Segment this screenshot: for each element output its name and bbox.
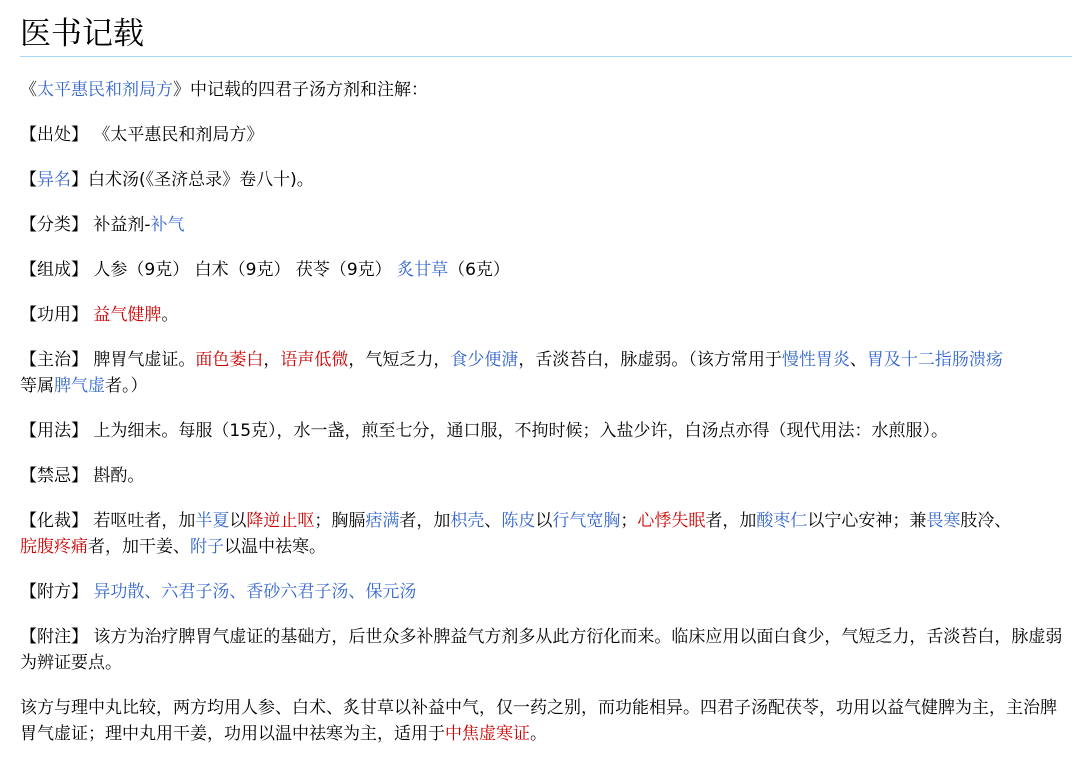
modification-label: 【化裁】 [20, 511, 88, 531]
modification-link[interactable]: 枳壳 [450, 511, 485, 531]
comparison-text-end: 。 [530, 724, 547, 744]
modification-link[interactable]: 附子 [190, 537, 224, 557]
note-text: 该方为治疗脾胃气虚证的基础方，后世众多补脾益气方剂多从此方衍化而来。临床应用以面白食少，气短乏力，舌淡苔白，脉虚弱为辨证要点。 [20, 627, 1063, 673]
modification-link[interactable]: 陈皮 [501, 511, 536, 531]
modification-red-link[interactable]: 脘腹疼痛 [20, 537, 88, 557]
modification-section [20, 508, 1072, 560]
appendix-link[interactable]: 保元汤 [365, 582, 417, 602]
indication-text: 脾胃气虚证。 [93, 350, 196, 370]
source-section [20, 122, 1072, 148]
alias-label-link[interactable]: 异名 [37, 170, 71, 190]
modification-text: 若呕吐者，加 [93, 511, 196, 531]
modification-text: 以宁心安神；兼 [807, 511, 927, 531]
modification-text: 肢冷、 [960, 511, 1012, 531]
appendix-link[interactable]: 香砂六君子汤 [246, 582, 349, 602]
note-label: 【附注】 [20, 627, 88, 647]
indication-text: ， [263, 350, 281, 370]
contraindication-text: 斟酌。 [93, 466, 145, 486]
book-link[interactable]: 太平惠民和剂局方 [37, 80, 173, 100]
function-link[interactable]: 益气健脾 [93, 305, 162, 325]
page-title: 医书记载 [20, 14, 1072, 57]
composition-text-end: （6克） [448, 260, 510, 280]
modification-text: 者，加 [399, 511, 451, 531]
alias-section [20, 167, 1072, 193]
alias-text: 白术汤(《圣济总录》卷八十)。 [88, 170, 314, 190]
modification-text: 以 [535, 511, 553, 531]
usage-section [20, 418, 1072, 444]
intro-text: 》中记载的四君子汤方剂和注解： [173, 80, 428, 100]
modification-text: 者，加干姜、 [88, 537, 190, 557]
source-text: 《太平惠民和剂局方》 [93, 125, 264, 145]
indication-label: 【主治】 [20, 350, 88, 370]
category-label: 【分类】 [20, 215, 88, 235]
modification-link[interactable]: 酸枣仁 [756, 511, 808, 531]
source-label: 【出处】 [20, 125, 88, 145]
category-link[interactable]: 补气 [150, 215, 185, 235]
indication-text: ，舌淡苔白，脉虚弱。（该方常用于 [518, 350, 782, 370]
appendix-separator: 、 [229, 582, 247, 602]
alias-bracket-open: 【 [20, 170, 37, 190]
modification-text: ；胸膈 [314, 511, 366, 531]
modification-link[interactable]: 行气宽胸 [552, 511, 621, 531]
function-label: 【功用】 [20, 305, 88, 325]
appendix-link[interactable]: 六君子汤 [161, 582, 230, 602]
usage-text: 上为细末。每服（15克），水一盏，煎至七分，通口服，不拘时候；入盐少许，白汤点亦得（现代用法：水煎服）。 [93, 421, 949, 441]
indication-text: 者。） [105, 376, 148, 396]
category-text: 补益剂- [93, 215, 151, 235]
function-section [20, 302, 1072, 328]
modification-text: 、 [484, 511, 502, 531]
indication-red-link[interactable]: 语声低微 [280, 350, 349, 370]
note-section [20, 624, 1072, 676]
modification-link[interactable]: 畏寒 [926, 511, 961, 531]
indication-text: 、 [849, 350, 867, 370]
composition-label: 【组成】 [20, 260, 88, 280]
comparison-paragraph [20, 695, 1072, 747]
comparison-red-link[interactable]: 中焦虚寒证 [445, 724, 530, 744]
indication-link[interactable]: 食少便溏 [450, 350, 519, 370]
modification-text: 以 [229, 511, 247, 531]
indication-red-link[interactable]: 面色萎白 [195, 350, 264, 370]
modification-text: ； [620, 511, 638, 531]
comparison-text: 该方与理中丸比较，两方均用人参、白术、炙甘草以补益中气，仅一药之别，而功能相异。四君子汤配茯苓，功用以益气健脾为主，主治脾胃气虚证；理中丸用干姜，功用以温中祛寒为主，适用于 [20, 698, 1057, 744]
indication-section [20, 347, 1072, 399]
indication-text: ，气短乏力， [348, 350, 451, 370]
modification-red-link[interactable]: 心悸失眠 [637, 511, 706, 531]
indication-link[interactable]: 胃及十二指肠溃疡 [866, 350, 1003, 370]
modification-link[interactable]: 痞满 [365, 511, 400, 531]
appendix-separator: 、 [144, 582, 162, 602]
intro-paragraph [20, 77, 1072, 103]
contraindication-section [20, 463, 1072, 489]
composition-section [20, 257, 1072, 283]
indication-link[interactable]: 慢性胃炎 [781, 350, 850, 370]
function-text: 。 [161, 305, 179, 325]
modification-text: 以温中祛寒。 [224, 537, 326, 557]
composition-text: 人参（9克） 白术（9克） 茯苓（9克） [93, 260, 398, 280]
appendix-link[interactable]: 异功散 [93, 582, 145, 602]
appendix-separator: 、 [348, 582, 366, 602]
modification-link[interactable]: 半夏 [195, 511, 230, 531]
intro-quote-open: 《 [20, 80, 37, 100]
appendix-label: 【附方】 [20, 582, 88, 602]
indication-link[interactable]: 脾气虚 [54, 376, 105, 396]
modification-red-link[interactable]: 降逆止呕 [246, 511, 315, 531]
indication-text: 等属 [20, 376, 54, 396]
contraindication-label: 【禁忌】 [20, 466, 88, 486]
category-section [20, 212, 1072, 238]
appendix-section [20, 579, 1072, 605]
alias-bracket-close: 】 [71, 170, 88, 190]
modification-text: 者，加 [705, 511, 757, 531]
composition-link[interactable]: 炙甘草 [397, 260, 449, 280]
usage-label: 【用法】 [20, 421, 88, 441]
